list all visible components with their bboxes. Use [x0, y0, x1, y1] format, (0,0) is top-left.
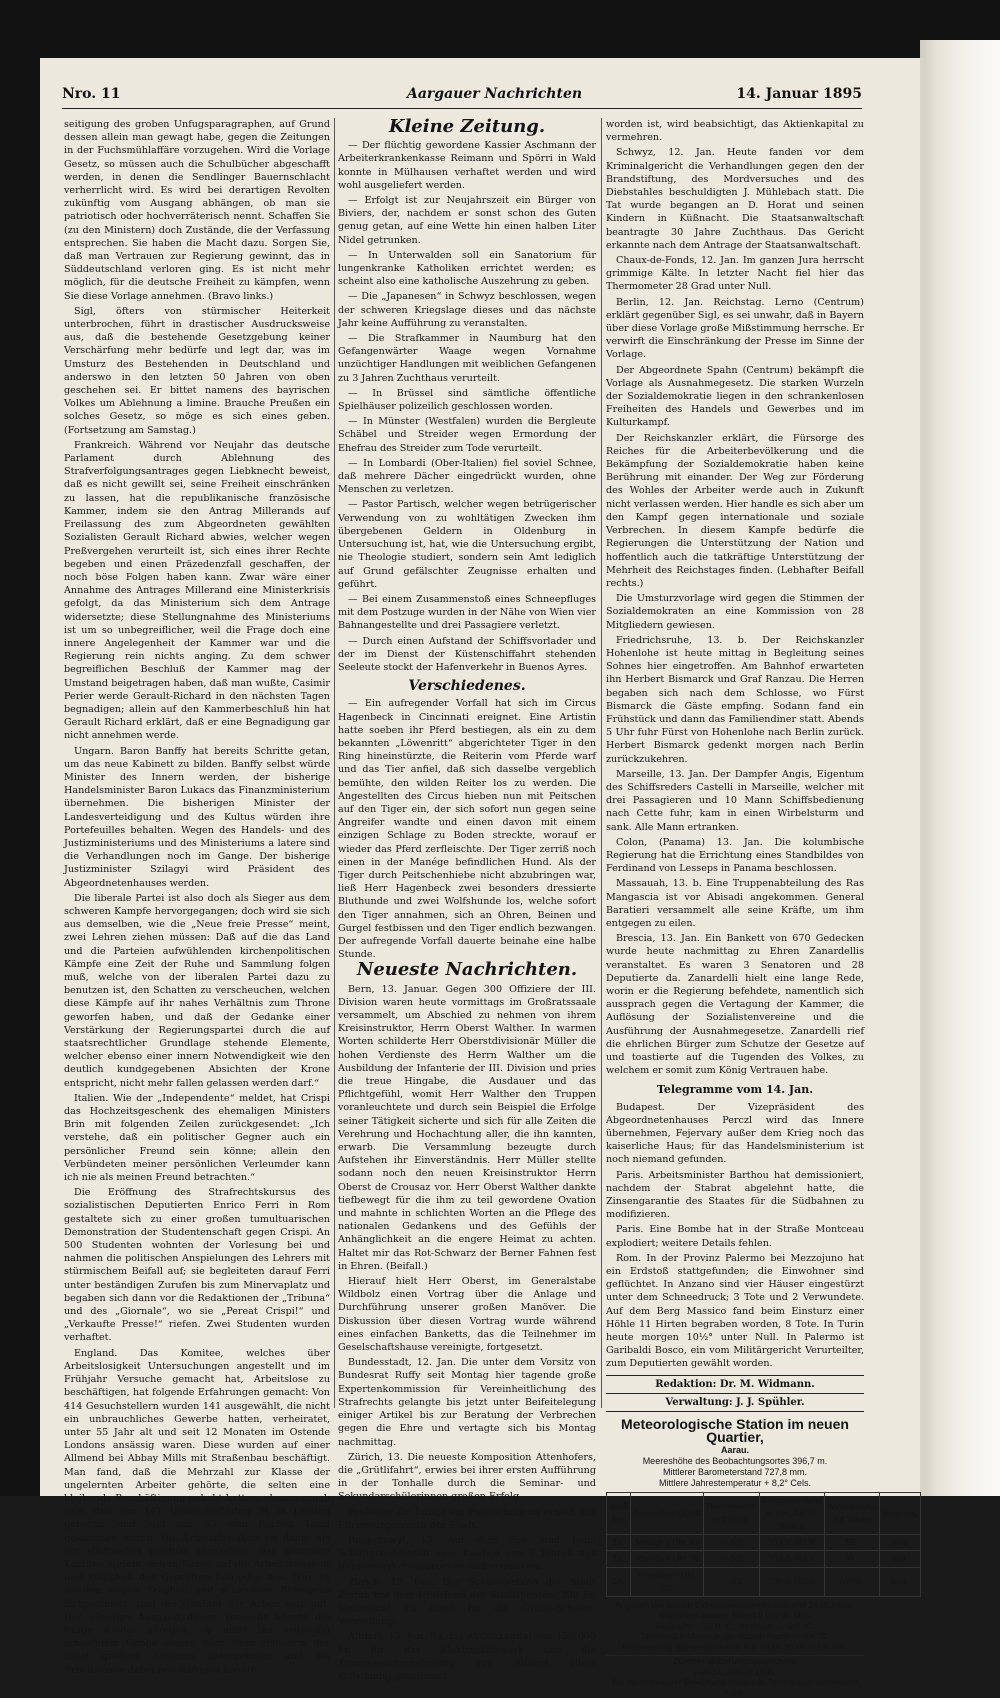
table-cell: Mittags 1 Uhr 30 [630, 1535, 703, 1551]
page-edge [920, 40, 1000, 1496]
paragraph: Budapest. Der Vizepräsident des Abgeordnetenhauses Perczl wird das Innere übernehmen, Fejervary außer dem Krieg noch das kaiserliche Haus; für das Handelsministerium ist noch niemand gefunden. [606, 1101, 864, 1166]
header-rule [62, 108, 862, 109]
weather-meta: Meereshöhe des Beobachtungsortes 396,7 m. [642, 1455, 828, 1466]
weather-extremes: Minimum — 15,0 °C. Maximum — 5,5 °C. [655, 1620, 815, 1631]
table-cell: — 4,1 [703, 1567, 759, 1596]
paragraph: — Durch einen Aufstand der Schiffsvorlader und der im Dienst der Küstenschiffahrt stehenden Seeleute stockt der Hafenverkehr in Buenos Ayres. [338, 635, 596, 673]
paragraph: — Pastor Partisch, welcher wegen betrügerischer Verwendung von zu wohltätigen Zwecken ihm übergebenen Geldern in Oldenburg in Untersuchung ist, hat, wie die Untersuchung ergibt, nie Theologie studiert, sondern sein Amt lediglich auf Grund gefälschter Zeugnisse erhalten und geführt. [338, 499, 596, 590]
paragraph: worden ist, wird beabsichtigt, das Aktienkapital zu vermehren. [606, 119, 864, 144]
paragraph: Zürich, 13. Die neueste Komposition Attenhofers, die „Grütlifahrt“, erwies bei ihrer ersten Aufführung in der Tonhalle durch die Seminar- und Sekundarschülerinnen großen Erfolg. [338, 1451, 596, 1503]
table-header: Thermometer in Celsius [703, 1492, 759, 1535]
issue-date: 14. Januar 1895 [736, 86, 862, 102]
paragraph: Brescia, 13. Jan. Ein Bankett von 670 Gedecken wurde heute nachmittag zu Ehren Zanardellis veranstaltet. Es waren 3 Senatoren und 28 Deputierte da. Zanardelli hielt eine lange Rede, worin er die Regierung befehdete, namentlich sich aussprach gegen die Vertagung der Kammer, die Auflösung der Sozialistenvereine und die Ausführung der Ausnahmegesetze. Zanardelli rief die ehrlichen Bürger zum Schutze der Gesetze auf und toastierte auf die Tugenden des Volkes, zu welchem er somit zum König Vertrauen habe. [606, 933, 864, 1077]
weather-extremes: Niederschlag, gemessen heute früh 7 Uhr 30 Min.: 1,5 mm. [622, 1641, 848, 1652]
table-cell: 13. [607, 1551, 631, 1567]
imprint-publisher: Verwaltung: J. J. Spühler. [606, 1394, 864, 1412]
paragraph: Frankreich. Während vor Neujahr das deutsche Parlament durch Ablehnung des Strafverfolgungsantrages gegen Liebknecht beweist, daß es nicht gewillt sei, seine Freiheit einschränken zu lassen, hat die republikanische französische Kammer, indem sie den Antrag Millerands auf Freilassung des zum Abgeordneten gewählten Sozialisten Gerault Richard abwies, welcher wegen Preßvergehen verurteilt ist, sich eines ihrer Rechte begeben und einen Präzedenzfall geschaffen, der noch böse Folgen haben kann. Zwar wäre einer Annahme des Antrages Millerand eine Ministerkrisis gefolgt, da das Ministerium sich dem Antrage widersetzte; diese Stellungnahme des Ministeriums ist um so unbegreiflicher, weil die Frage doch eine innere Angelegenheit der Kammer war und die Regierung rein nichts anging. Zu dem schwer begreiflichen Beschluß der Kammer mag der Umstand beigetragen haben, daß man wußte, Casimir Perier werde Gerault-Richard in den nächsten Tagen begnadigen; allein auf den Kammerbeschluß hin hat Gerault Richard erklärt, daß er eine Begnadigung gar nicht annehmen werde. [64, 439, 330, 742]
imprint-editor: Redaktion: Dr. M. Widmann. [606, 1375, 864, 1394]
paragraph: Marseille, 13. Jan. Der Dampfer Angis, Eigentum des Schiffsreders Castelli in Marseille, welcher mit drei Passagieren und 10 Mann Schiffsbedienung nach Cette fuhr, kam in einen Wirbelsturm und sank. Alle Mann ertranken. [606, 768, 864, 833]
paragraph: Professor Dr. Lunge am Polytechnikum erhielt das Ehrenbürgerrecht der Stadt. [338, 1506, 596, 1531]
table-cell: Abends 9 Uhr 30 [630, 1551, 703, 1567]
section-heading: Kleine Zeitung. [388, 116, 546, 137]
weather-extremes: Temperatur-Minimum der letzten Nacht — 6,6 °C. [640, 1631, 830, 1642]
paragraph: — Der flüchtig gewordene Kassier Aschmann der Arbeiterkrankenkasse Reimann und Spörri in Wald konnte in Mülhausen verhaftet werden und wird wohl ausgeliefert werden. [338, 140, 596, 191]
weather-extremes: Angaben der beiden Extremthermometer während 24 Stunden, abgelesen gestern Abend 9 Uhr 30 Min.: [615, 1599, 855, 1621]
table-header: Windrichtung und Stärke. [825, 1492, 880, 1535]
paragraph: — In Lombardi (Ober-Italien) fiel soviel Schnee, daß mehrere Dächer eingedrückt wurden, ohne Menschen zu verletzen. [338, 457, 596, 496]
table-cell: 714.2 751.8 [759, 1535, 824, 1551]
paper-title: Aargauer Nachrichten [407, 86, 583, 102]
paragraph: Rom. In der Provinz Palermo bei Mezzojuno hat ein Erdstoß stattgefunden; die Einwohner sind geflüchtet. In Anzano sind vier Häuser eingestürzt unter dem Schneedruck; 3 Tote und 2 Verwundete. Auf dem Berg Massico fand beim Einsturz einer Höhle 11 Hirten begraben worden, 8 Tote. In Turin heute morgen 10½° unter Null. In Palermo ist Garibaldi Bosco, ein vom Militärgericht Verurteilter, zum Deputierten gewählt worden. [606, 1252, 864, 1370]
weather-station-title: Meteorologische Station im neuen Quartier, [621, 1416, 849, 1446]
paragraph: Berlin, 12. Jan. Reichstag. Lerno (Centrum) erklärt gegenüber Sigl, es sei unwahr, daß in Bayern über diese Vorlage große Mißstimmung herrsche. Er verwirft die Einschränkung der Presse im Sinne der Vorlage. [606, 296, 864, 361]
table-header-row [607, 1492, 921, 1535]
paragraph: Sigl, öfters von stürmischer Heiterkeit unterbrochen, führt in drastischer Ausdrucksweise aus, daß die bestehende Gesetzgebung keiner Verschärfung mehr bedürfe und legt dar, was im Umsturz des Bestehenden in Deutschland und anderswo in den letzten 50 Jahren von oben geschehen sei. Er bittet namens des bayrischen Volkes um Ablehnung a limine. Brauche Preußen ein solches Gesetz, so möge es sich eines geben. (Fortsetzung am Samstag.) [64, 305, 330, 436]
paragraph: Colon, (Panama) 13. Jan. Die kolumbische Regierung hat die Errichtung eines Standbildes von Ferdinand von Lesseps in Panama beschlossen. [606, 836, 864, 875]
forecast-text: Bei veränderlicher Bewölkung steigende Temperatur, strichweise Föhn. [612, 1677, 858, 1698]
paragraph: Italien. Wie der „Independente“ meldet, hat Crispi das Hochzeitsgeschenk des ehemaligen Ministers Brin mit folgenden Zeilen zurückgesendet: „Ich verstehe, daß ein politischer Gegner auch ein persönlicher Freund sein könne; allein den Verbündeten meiner persönlichen Verleumder kann ich nie als meinen Freund betrachten.“ [64, 1092, 330, 1184]
section-heading: Telegramme vom 14. Jan. [656, 1083, 814, 1097]
paragraph: — In Münster (Westfalen) wurden die Bergleute Schäbel und Streider wegen Ermordung der Ehefrau des Streider zum Tode verurteilt. [338, 416, 596, 454]
table-cell: — 5,5 [703, 1551, 759, 1567]
paragraph: Chaux-de-Fonds, 12. Jan. Im ganzen Jura herrscht grimmige Kälte. In letzter Nacht fiel hier das Thermometer 28 Grad unter Null. [606, 255, 864, 293]
paragraph: Der Reichskanzler erklärt, die Fürsorge des Reiches für die Arbeiterbevölkerung und die Bekämpfung der Sozialdemokratie haben keine Berührung mit einander. Der Weg zur Förderung des Wohles der Arbeiter werde auch in Zukunft nicht verlassen werden. Hier handle es sich aber um den Kampf gegen internationale und soziale Verbrechen. In diesem Kampfe bedürfe die Regierungen die Unterstützung der Nation und hoffentlich auch die tatkräftige Unterstützung der Mehrheit des Reichstages finden. (Lebhafter Beifall rechts.) [606, 432, 864, 589]
column-2 [338, 118, 596, 1685]
table-cell: Morgens 7 Uhr 30 [630, 1567, 703, 1596]
table-cell: — 6,5 [703, 1535, 759, 1551]
paragraph: Paris. Eine Bombe hat in der Straße Montceau explodiert; weitere Details fehlen. [606, 1224, 864, 1249]
paragraph: Rapperswyl, 13. Auf dem See sind beim Schlittschuhlaufen zwei Knaben von 7 Jahren aus Rapperswyl eingebrochen und ertrunken. [338, 1534, 596, 1573]
table-row [607, 1535, 921, 1551]
paragraph: Bundesstadt, 12. Jan. Die unter dem Vorsitz von Bundesrat Ruffy seit Montag hier tagende große Expertenkommission für Vereinheitlichung des Strafrechts gelangte bis jetzt unter Beifeitelegung einiger Artikel bis zur Beratung der Verbrechen gegen die Ehre und vertagte sich bis Montag nachmittag. [338, 1357, 596, 1448]
section-heading: Verschiedenes. [408, 678, 526, 695]
paragraph: Schwyz, 12. Jan. Heute fanden vor dem Kriminalgericht die Verhandlungen gegen den der Brandstiftung, des Mordversuches und des Diebstahles beschuldigten J. Mühlebach statt. Die Tat wurde begangen an D. Horat und seinen Kindern in Küßnacht. Die Staatsanwaltschaft beantragte 30 Jahre Zuchthaus. Das Gericht erkannte nach dem Antrage der Staatsanwaltschaft. [606, 147, 864, 251]
table-cell: bed. [879, 1551, 920, 1567]
table-cell: SE. [825, 1535, 880, 1551]
paragraph: — Bei einem Zusammenstoß eines Schneepfluges mit dem Postzuge wurden in der Nähe von Wien vier Bahnangestellte und drei Passagiere verletzt. [338, 593, 596, 632]
paragraph: Der Abgeordnete Spahn (Centrum) bekämpft die Vorlage als Ausnahmegesetz. Die starken Wurzeln der Sozialdemokratie liegen in den schrankenlosen Freiheiten des Handels und Gewerbes und im Kulturkampf. [606, 364, 864, 429]
paragraph: Die liberale Partei ist also doch als Sieger aus dem schweren Kampfe hervorgegangen; doch wird sie sich aus demselben, wie die „Neue freie Presse“ meint, zwei Lehren ziehen müssen: Daß auf die das Land und die Parteien aufwühlenden kirchenpolitischen Kämpfe eine Zeit der Ruhe und Sammlung folgen muß, welche von der liberalen Partei dazu zu benutzen ist, den Schatten zu verscheuchen, welchen diese Kämpfe auf ihr nahes Verhältnis zum Throne geworfen haben, und daß der Gedanke einer Verstärkung der Regierungspartei durch die auf staatsrechtlicher Grundlage stehende Elemente, welcher ebenso einer innern Notwendigkeit wie den deutlich kundgegebenen Absichten der Krone entspricht, nicht mehr fallen gelassen werden darf.“ [64, 892, 330, 1089]
weather-meta: Mittlerer Barometerstand 727,8 mm. [662, 1466, 808, 1477]
paragraph: Die Umsturzvorlage wird gegen die Stimmen der Sozialdemokraten an eine Kommission von 28 Mitgliedern gewiesen. [606, 593, 864, 631]
paragraph: Die Eröffnung des Strafrechtskursus des sozialistischen Deputierten Enrico Ferri in Rom gestaltete sich zu einer großen tumultuarischen Demonstration der Studentenschaft gegen Crispi. An 500 Studenten wohnten der Vorlesung bei und nahmen die politischen Anspielungen des Lehrers mit stürmischem Beifall auf; sie begleiteten darauf Ferri unter beständigen Zurufen bis zum Minervaplatz und begaben sich dann vor die Redaktionen der „Tribuna“ und des „Giornale“, wo sie „Pereat Crispi!“ und „Verkaufte Presse!“ riefen. Zwei Studenten wurden verhaftet. [64, 1187, 330, 1344]
table-cell: bew. [879, 1535, 920, 1551]
table-header: Barometerstand in mm. Auf 0° Reduz. [759, 1492, 824, 1535]
page-header [62, 86, 862, 106]
paragraph: — Die „Japanesen“ in Schwyz beschlossen, wegen der schweren Kriegslage dieses und das nächste Jahr keine Aufführung zu veranstalten. [338, 291, 596, 329]
column-1 [64, 118, 330, 1679]
weather-table [606, 1492, 921, 1597]
paragraph: Zürich, 13. Dez. Der Schulvorstand der Stadt Zürich hat dem Hülfsfond des Stadttheaters 300 Fr. übermacht als Dank für die Gratis-Schüler-Vorstellung. [338, 1576, 596, 1628]
table-cell: NWW. [825, 1567, 880, 1596]
paragraph: — Die Strafkammer in Naumburg hat den Gefangenwärter Waage wegen Vornahme unzüchtiger Handlungen mit weiblichen Gefangenen zu 3 Jahren Zuchthaus verurteilt. [338, 333, 596, 384]
paragraph: Paris. Arbeitsminister Barthou hat demissioniert, nachdem der Stabrat abgelehnt hatte, die Zinsengarantie des Staates für die Südbahnen zu modifizieren. [606, 1169, 864, 1221]
paragraph: Friedrichsruhe, 13. b. Der Reichskanzler Hohenlohe ist heute mittag in Begleitung seines Sohnes hier eingetroffen. Am Bahnhof erwarteten ihn Herbert Bismarck und Graf Ranzau. Die Herren begaben sich nach dem Schlosse, wo Fürst Bismarck die Gäste empfing. Sodann fand ein Frühstück und dann das Familiendiner statt. Abends 5 Uhr fuhr Fürst von Hohenlohe nach Berlin zurück. Herbert Bismarck gedenkt morgen nach Berlin zurückzukehren. [606, 634, 864, 765]
weather-place: Aarau. [720, 1444, 749, 1455]
column-3 [606, 118, 918, 1698]
table-cell: bed. [879, 1567, 920, 1596]
forecast-title: Zürcher Witterungsaussichten [606, 1655, 864, 1667]
table-row [607, 1567, 921, 1596]
paragraph: Massauah, 13. b. Eine Truppenabteilung des Ras Mangascia ist vor Abisadi angekommen. General Baratieri versammelt alle seine Kräfte, um ihm entgegen zu eilen. [606, 878, 864, 929]
issue-number: Nro. 11 [62, 86, 121, 102]
table-header: Beobachtungszeit [630, 1492, 703, 1535]
paragraph: — Ein aufregender Vorfall hat sich im Circus Hagenbeck in Cincinnati ereignet. Eine Artistin hatte soeben ihr Pferd bestiegen, als ein zu dem bekannten „Löwenritt“ abgerichteter Tiger in den Ring hineinstürzte, die Reiterin vom Pferde warf und das Tier anfiel, daß sich dasselbe vergeblich bemühte, den wilden Reiter los zu werden. Die Angestellten des Circus hieben nun mit Peitschen auf den Tiger ein, der sich sofort nun gegen seine Angreifer wandte und einen davon mit einem einzigen Schlage zu Boden streckte, worauf er wieder das Pferd zerfleischte. Der Tiger zerriß noch einen in der Manége befindlichen Hund. Als der Tiger durch Peitschenhiebe nicht abzubringen war, ließ Herr Hagenbeck zwei besonders dressierte Bluthunde und zwei Wolfshunde los, welche sofort den Tiger annahmen, sich an Ohren, Beinen und Gurgel festbissen und den Tiger endlich bezwangen. Der aufregende Vorfall dauerte beinahe eine halbe Stunde. [338, 698, 596, 961]
paragraph: — In Brüssel sind sämtliche öffentliche Spielhäuser polizeilich geschlossen worden. [338, 387, 596, 413]
table-cell: 716.5 753.6 [759, 1551, 824, 1567]
section-heading: Neueste Nachrichten. [356, 959, 578, 981]
paragraph: Ungarn. Baron Banffy hat bereits Schritte getan, um das neue Kabinett zu bilden. Banffy selbst würde Minister des Innern werden, der bisherige Handelsminister Baron Lukacs das Finanzministerium übernehmen. Die bisherigen Minister der Landesverteidigung und des Kultus würden ihre Portefeuilles behalten. Wegen des Handels- und des Justizministeriums und des Ministeriums a latere sind die Verhandlungen noch im Gange. Der bisherige Justizminister Szilagyi wird Präsident des Abgeordnetenhauses werden. [64, 745, 330, 889]
table-row [607, 1551, 921, 1567]
column-divider [334, 118, 335, 1408]
table-cell: W. [825, 1551, 880, 1567]
paragraph: Hierauf hielt Herr Oberst, im Generalstabe Wildbolz einen Vortrag über die Anlage und Durchführung unserer großen Manöver. Die Diskussion über diesen Vortrag wurde während eines einfachen Banketts, das die Teilnehmer im Geselschaftshause vereinigte, fortgesetzt. [338, 1276, 596, 1354]
paragraph: — In Unterwalden soll ein Sanatorium für lungenkranke Katholiken errichtet werden; es scheint also eine katholische Auszehrung zu geben. [338, 249, 596, 288]
paragraph: Altdorf, 13. Jan. Da das Aktienkapital von 150,000 Fr. für das Elektrizitätswerk und die Tramwayunternehmung von Altdorf allein vollständig gezeichnet [338, 1631, 596, 1682]
forecast-date: vom 14. Januar 1895. [693, 1666, 777, 1677]
table-header: Witterung [879, 1492, 920, 1535]
table-cell: 716.2 753.2 [759, 1567, 824, 1596]
weather-meta: Mittlere Jahrestemperatur + 8,2° Cels. [659, 1477, 811, 1488]
paragraph: seitigung des groben Unfugsparagraphen, auf Grund dessen allein man gewagt habe, gegen die Zeitungen in der Fuchsmühlaffäre vorzugehen. Wird die Vorlage Gesetz, so müssen auch die Schulbücher abgeschafft werden, in denen die Sendlinger Bauernschlacht verherrlicht wird. Es wird bei derartigen Revolten zukünftig vom Ausgang abhängen, ob man sie patriotisch oder hochverräterisch nennt. Schaffen Sie (zu den Ministern) doch Zustände, die der Verfassung entsprechen. Sie haben die Macht dazu. Sorgen Sie, daß man Vertrauen zur Regierung gewinnt, das in Süddeutschland verloren ging. Es ist nicht mehr möglich, für die deutsche Freiheit zu kämpfen, wenn Sie diese Vorlage annehmen. (Bravo links.) [64, 119, 330, 302]
paragraph: — Erfolgt ist zur Neujahrszeit ein Bürger von Biviers, der, nachdem er sonst schon des Guten genug getan, auf eine Wette hin einen halben Liter Nidel getrunken. [338, 195, 596, 246]
paragraph: Bern, 13. Januar. Gegen 300 Offiziere der III. Division waren heute vormittags im Großratssaale versammelt, um Abschied zu nehmen von ihrem Kreisinstruktor, Herrn Oberst Walther. In warmen Worten schilderte Herr Oberstdivisionär Müller die hohen Verdienste des Herrn Walther um die Ausbildung der Infanterie der III. Division und pries die treue Hingabe, die Ausdauer und das Pflichtgefühl, womit Herr Walther den Truppen voranleuchtete und durch sein Beispiel die Erfolge seiner Tätigkeit sicherte und sich für alle Zeiten die Verehrung und Hochachtung aller, die ihn kannten, erwarb. Die Versammlung bezeugte durch Aufstehen ihr Einverständnis. Herr Müller stellte sodann noch den neuen Kreisinstruktor Herrn Oberst de Crousaz vor. Herr Oberst Walther dankte tiefbewegt für die ihm zu teil gewordene Ovation und mahnte in schlichten Worten an die Pflege des nationalen Gedankens und des Gefühls der Anhänglichkeit an die engere Heimat zu achten. Haltet mir das Rot-Schwarz der Berner Fahnen fest in Ehren. (Beifall.) [338, 983, 596, 1272]
column-divider [601, 118, 602, 1408]
table-cell: 13. [607, 1535, 631, 1551]
paragraph: England. Das Komitee, welches über Arbeitslosigkeit Untersuchungen angestellt und im Frühjahr Versuche gemacht hat, Arbeitslose zu beschäftigen, hat folgende Erfahrungen gemacht: Von 414 Gesuchstellern wurden 141 ausgewählt, die nicht ein unbrauchliches Gewerbe hatten, verheiratet, unter 55 Jahr alt und seit 12 Monaten im Ostende Londons ansässig waren. Diese wurden auf einer Allmend bei Abbay Mills mit Straßenbau beschäftigt. Man fand, daß die Mehrzahl zur Klasse der ungelernten Arbeiter gehörte, die selten eine bleibende Beschäftigung gehabt hatten; ebenso ergab sich, daß von 141 Unbeschäftigten 94 in London geboren sind und nur 33 vom flachen Land gekommen waren. Die Arbeitslosigkeit sei daher als ein städtisches Produkt anzusehen. Das genannte Komitee spricht sich in Bezug auf die Arbeitslosigkeit und Willigkeit der Geprüften befriedigt aus. Nur 14 wurden wegen Trägheit und schlechten Betragens fortgeschickt, und die Qualität der Arbeit war gut. Der günstige Ausgang dieses Versuchs könnte die Frage wieder anregen, ob nicht bei zeitweilig schlechtem Gange dieser oder jener Industrie der Staat größere Arbeiten unternehmen und die Arbeitslosen dabei beschäftigen könnte. [64, 1347, 330, 1676]
table-header: 1895 Jan. [607, 1492, 631, 1535]
table-cell: 14. [607, 1567, 631, 1596]
